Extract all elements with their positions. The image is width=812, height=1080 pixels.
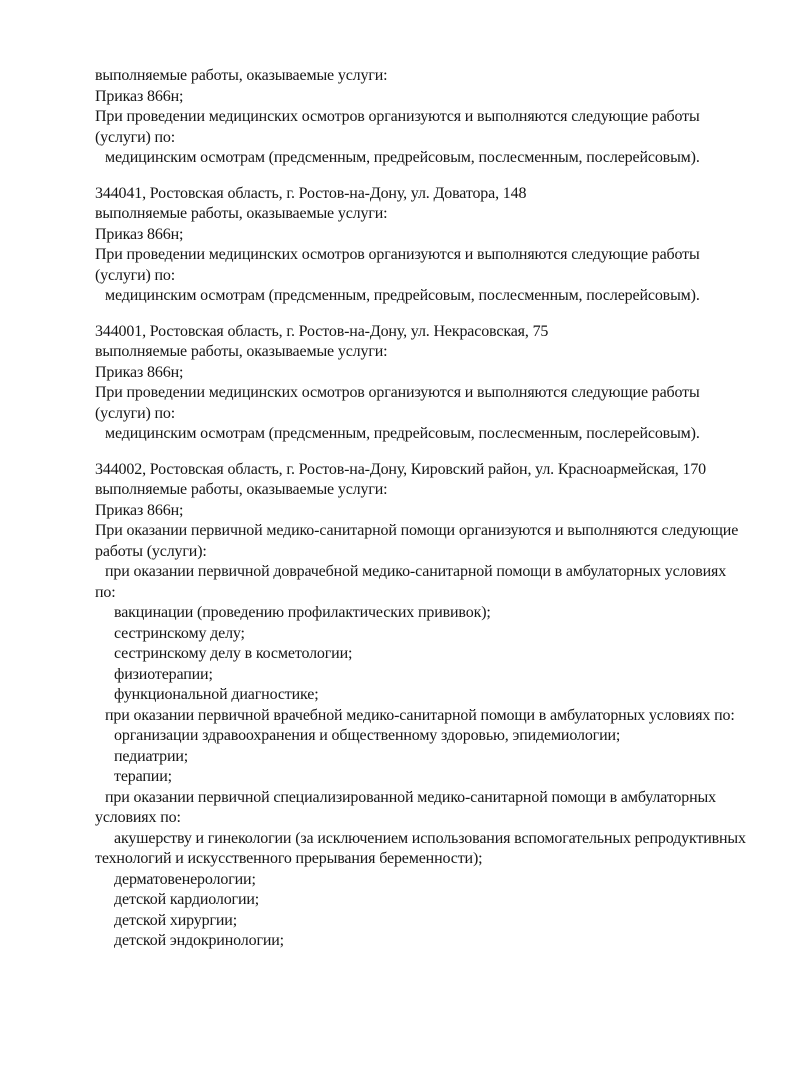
document-line: детской хирургии; bbox=[114, 911, 237, 929]
document-line: выполняемые работы, оказываемые услуги: bbox=[95, 205, 388, 222]
document-content bbox=[95, 66, 762, 952]
document-line: дерматовенерологии; bbox=[114, 870, 256, 888]
document-line: При проведении медицинских осмотров организуются и выполняются следующие работы bbox=[95, 108, 700, 125]
document-line: акушерству и гинекологии (за исключением использования вспомогательных репродуктивных bbox=[114, 829, 746, 847]
document-line: выполняемые работы, оказываемые услуги: bbox=[95, 481, 388, 498]
document-line: детской кардиологии; bbox=[114, 891, 260, 908]
document-line: медицинским осмотрам (предсменным, предрейсовым, послесменным, послерейсовым). bbox=[105, 149, 700, 166]
document-line: детской эндокринологии; bbox=[114, 932, 284, 949]
document-line: (услуги) по: bbox=[95, 404, 176, 422]
document-line: по: bbox=[95, 583, 116, 601]
document-line: 344001, Ростовская область, г. Ростов-на-Дону, ул. Некрасовская, 75 bbox=[95, 322, 549, 340]
document-line: сестринскому делу в косметологии; bbox=[114, 645, 353, 662]
document-line: работы (услуги): bbox=[95, 542, 207, 560]
document-line: при оказании первичной специализированной медико-санитарной помощи в амбулаторных bbox=[105, 788, 716, 806]
document-line: выполняемые работы, оказываемые услуги: bbox=[95, 67, 388, 84]
document-line: сестринскому делу; bbox=[114, 624, 245, 642]
document-line: медицинским осмотрам (предсменным, предрейсовым, послесменным, послерейсовым). bbox=[105, 425, 700, 442]
document-line: физиотерапии; bbox=[114, 665, 213, 683]
document-line: 344002, Ростовская область, г. Ростов-на-Дону, Кировский район, ул. Красноармейская, 170 bbox=[95, 460, 707, 478]
document-line: Приказ 866н; bbox=[95, 363, 184, 381]
document-line: выполняемые работы, оказываемые услуги: bbox=[95, 343, 388, 360]
document-line: Приказ 866н; bbox=[95, 87, 184, 105]
paragraph-block bbox=[95, 184, 762, 307]
document-line: (услуги) по: bbox=[95, 266, 176, 284]
document-line: При оказании первичной медико-санитарной помощи организуются и выполняются следующие bbox=[95, 522, 739, 539]
document-line: организации здравоохранения и общественному здоровью, эпидемиологии; bbox=[114, 727, 621, 744]
document-line: технологий и искусственного прерывания беременности); bbox=[95, 850, 483, 867]
document-line: при оказании первичной врачебной медико-санитарной помощи в амбулаторных условиях по: bbox=[105, 706, 735, 724]
document-line: педиатрии; bbox=[114, 747, 189, 765]
document-line: при оказании первичной доврачебной медико-санитарной помощи в амбулаторных условиях bbox=[105, 563, 727, 580]
document-line: (услуги) по: bbox=[95, 128, 176, 146]
document-line: функциональной диагностике; bbox=[114, 686, 319, 703]
document-line: При проведении медицинских осмотров организуются и выполняются следующие работы bbox=[95, 246, 700, 263]
document-line: При проведении медицинских осмотров организуются и выполняются следующие работы bbox=[95, 384, 700, 401]
paragraph-block bbox=[95, 460, 762, 952]
document-line: условиях по: bbox=[95, 809, 181, 826]
paragraph-block bbox=[95, 66, 762, 169]
document-line: вакцинации (проведению профилактических прививок); bbox=[114, 604, 491, 621]
document-line: медицинским осмотрам (предсменным, предрейсовым, послесменным, послерейсовым). bbox=[105, 287, 700, 304]
document-line: Приказ 866н; bbox=[95, 225, 184, 243]
document-line: терапии; bbox=[114, 768, 172, 785]
document-line: Приказ 866н; bbox=[95, 501, 184, 519]
paragraph-block bbox=[95, 322, 762, 445]
document-line: 344041, Ростовская область, г. Ростов-на-Дону, ул. Доватора, 148 bbox=[95, 184, 527, 202]
